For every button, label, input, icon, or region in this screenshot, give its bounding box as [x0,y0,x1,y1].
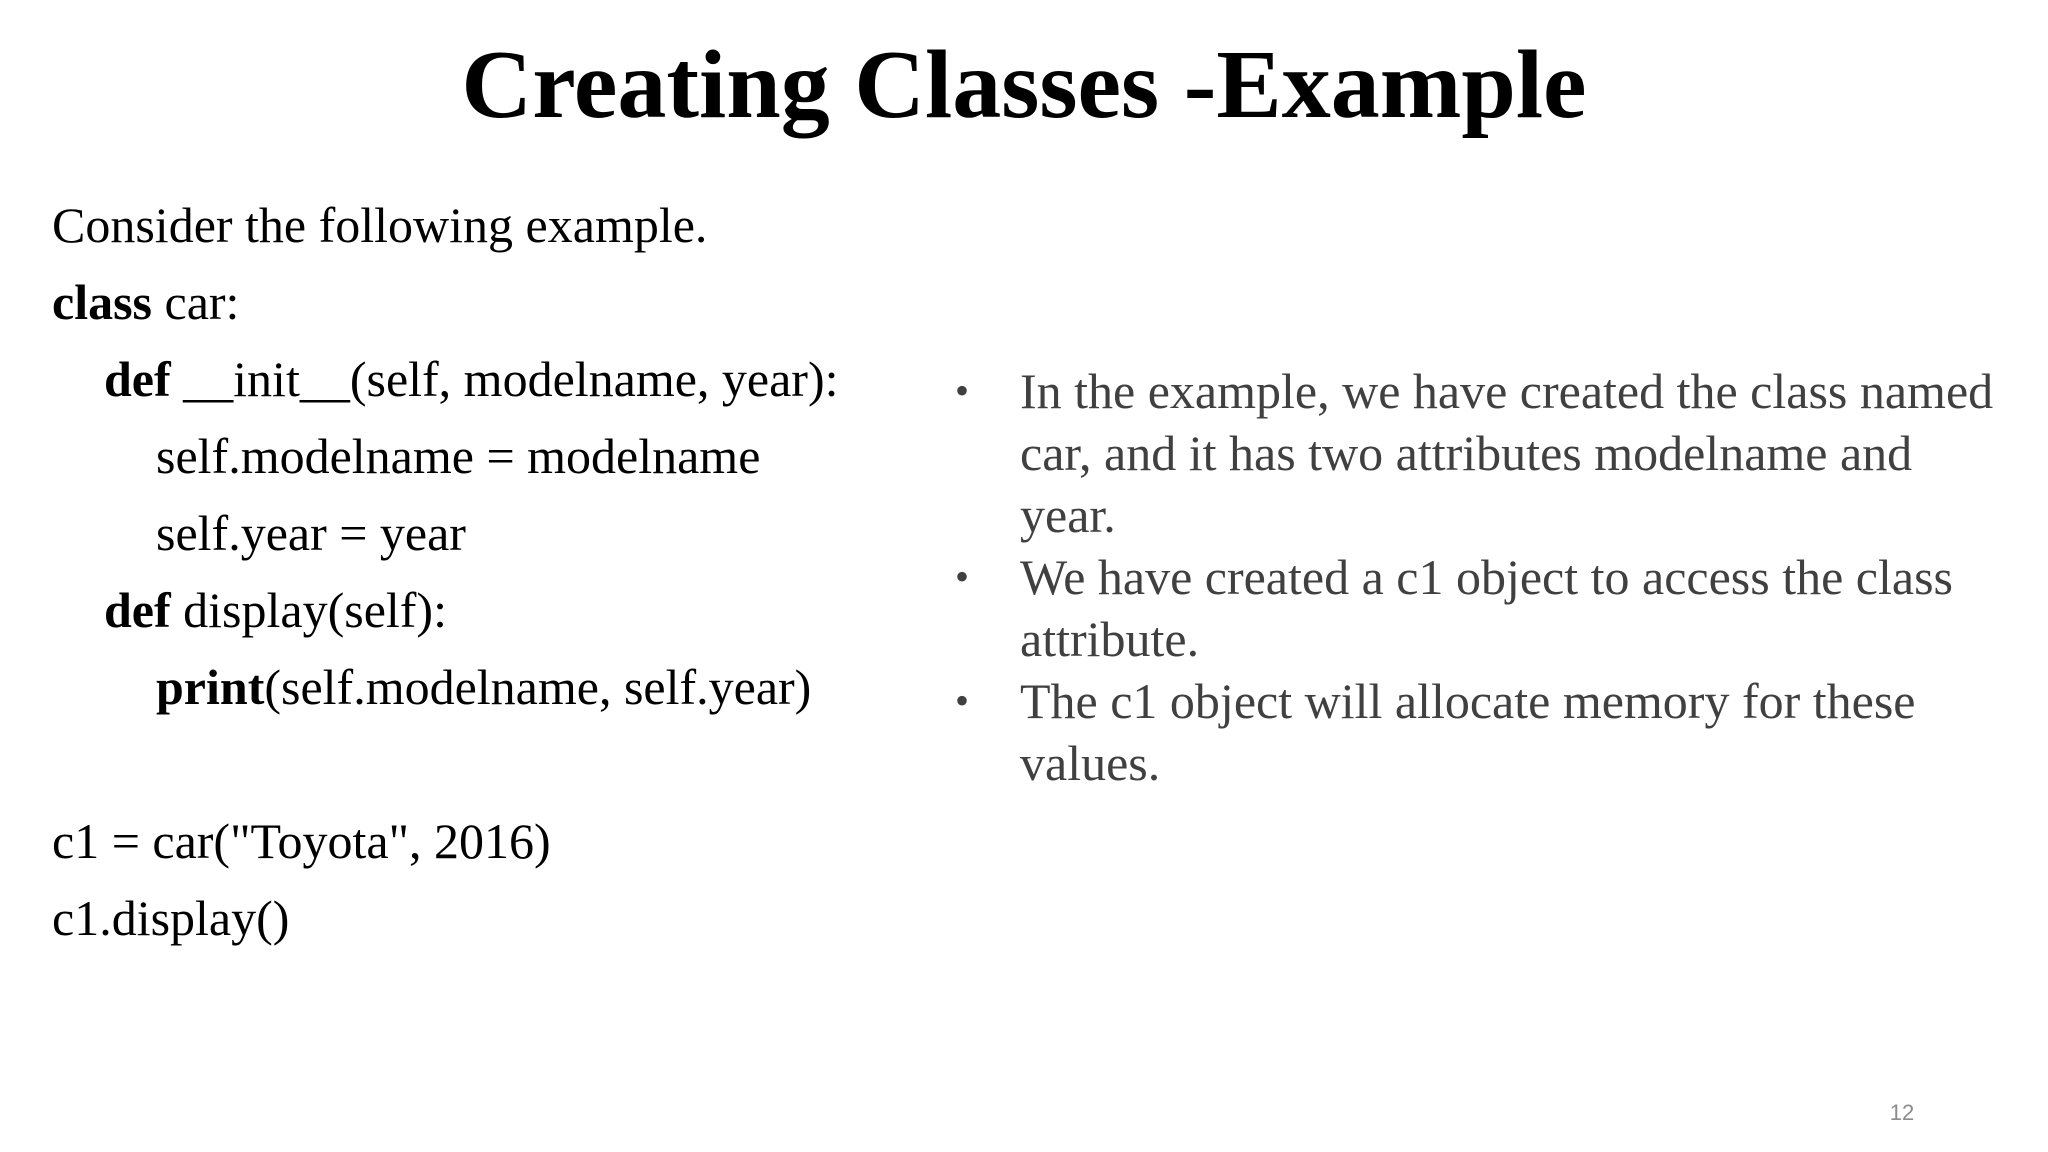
code-line-print [156,657,811,717]
bullet-text: The c1 object will allocate memory for these values. [1020,673,1916,791]
code-line-modelname: self.modelname = modelname [156,428,761,484]
code-text: display(self): [170,582,447,638]
intro-text: Consider the following example. [52,197,708,253]
code-text: __init__(self, modelname, year): [170,351,839,407]
code-line-display [104,580,447,640]
code-text: car: [152,274,240,330]
bullet-item [955,360,2015,546]
code-line-instantiate: c1 = car("Toyota", 2016) [52,813,551,869]
keyword-print: print [156,659,265,715]
code-text: (self.modelname, self.year) [264,659,812,715]
code-line-class [52,272,239,332]
keyword-class: class [52,274,152,330]
code-line-year: self.year = year [156,505,466,561]
explanation-bullets [955,360,2015,794]
keyword-def: def [104,351,171,407]
bullet-item [955,670,2015,794]
page-number: 12 [1889,1100,1915,1125]
bullet-dot-icon: • [955,678,970,723]
bullet-item [955,546,2015,670]
bullet-dot-icon: • [955,554,970,599]
keyword-def: def [104,582,171,638]
bullet-dot-icon: • [955,368,970,413]
bullet-text: We have created a c1 object to access the class attribute. [1020,549,1953,667]
bullet-text: In the example, we have created the class named car, and it has two attributes modelname and year. [1020,363,1994,543]
code-line-init [104,349,839,409]
code-line-call-display: c1.display() [52,890,290,946]
slide-title: Creating Classes -Example [461,31,1587,139]
